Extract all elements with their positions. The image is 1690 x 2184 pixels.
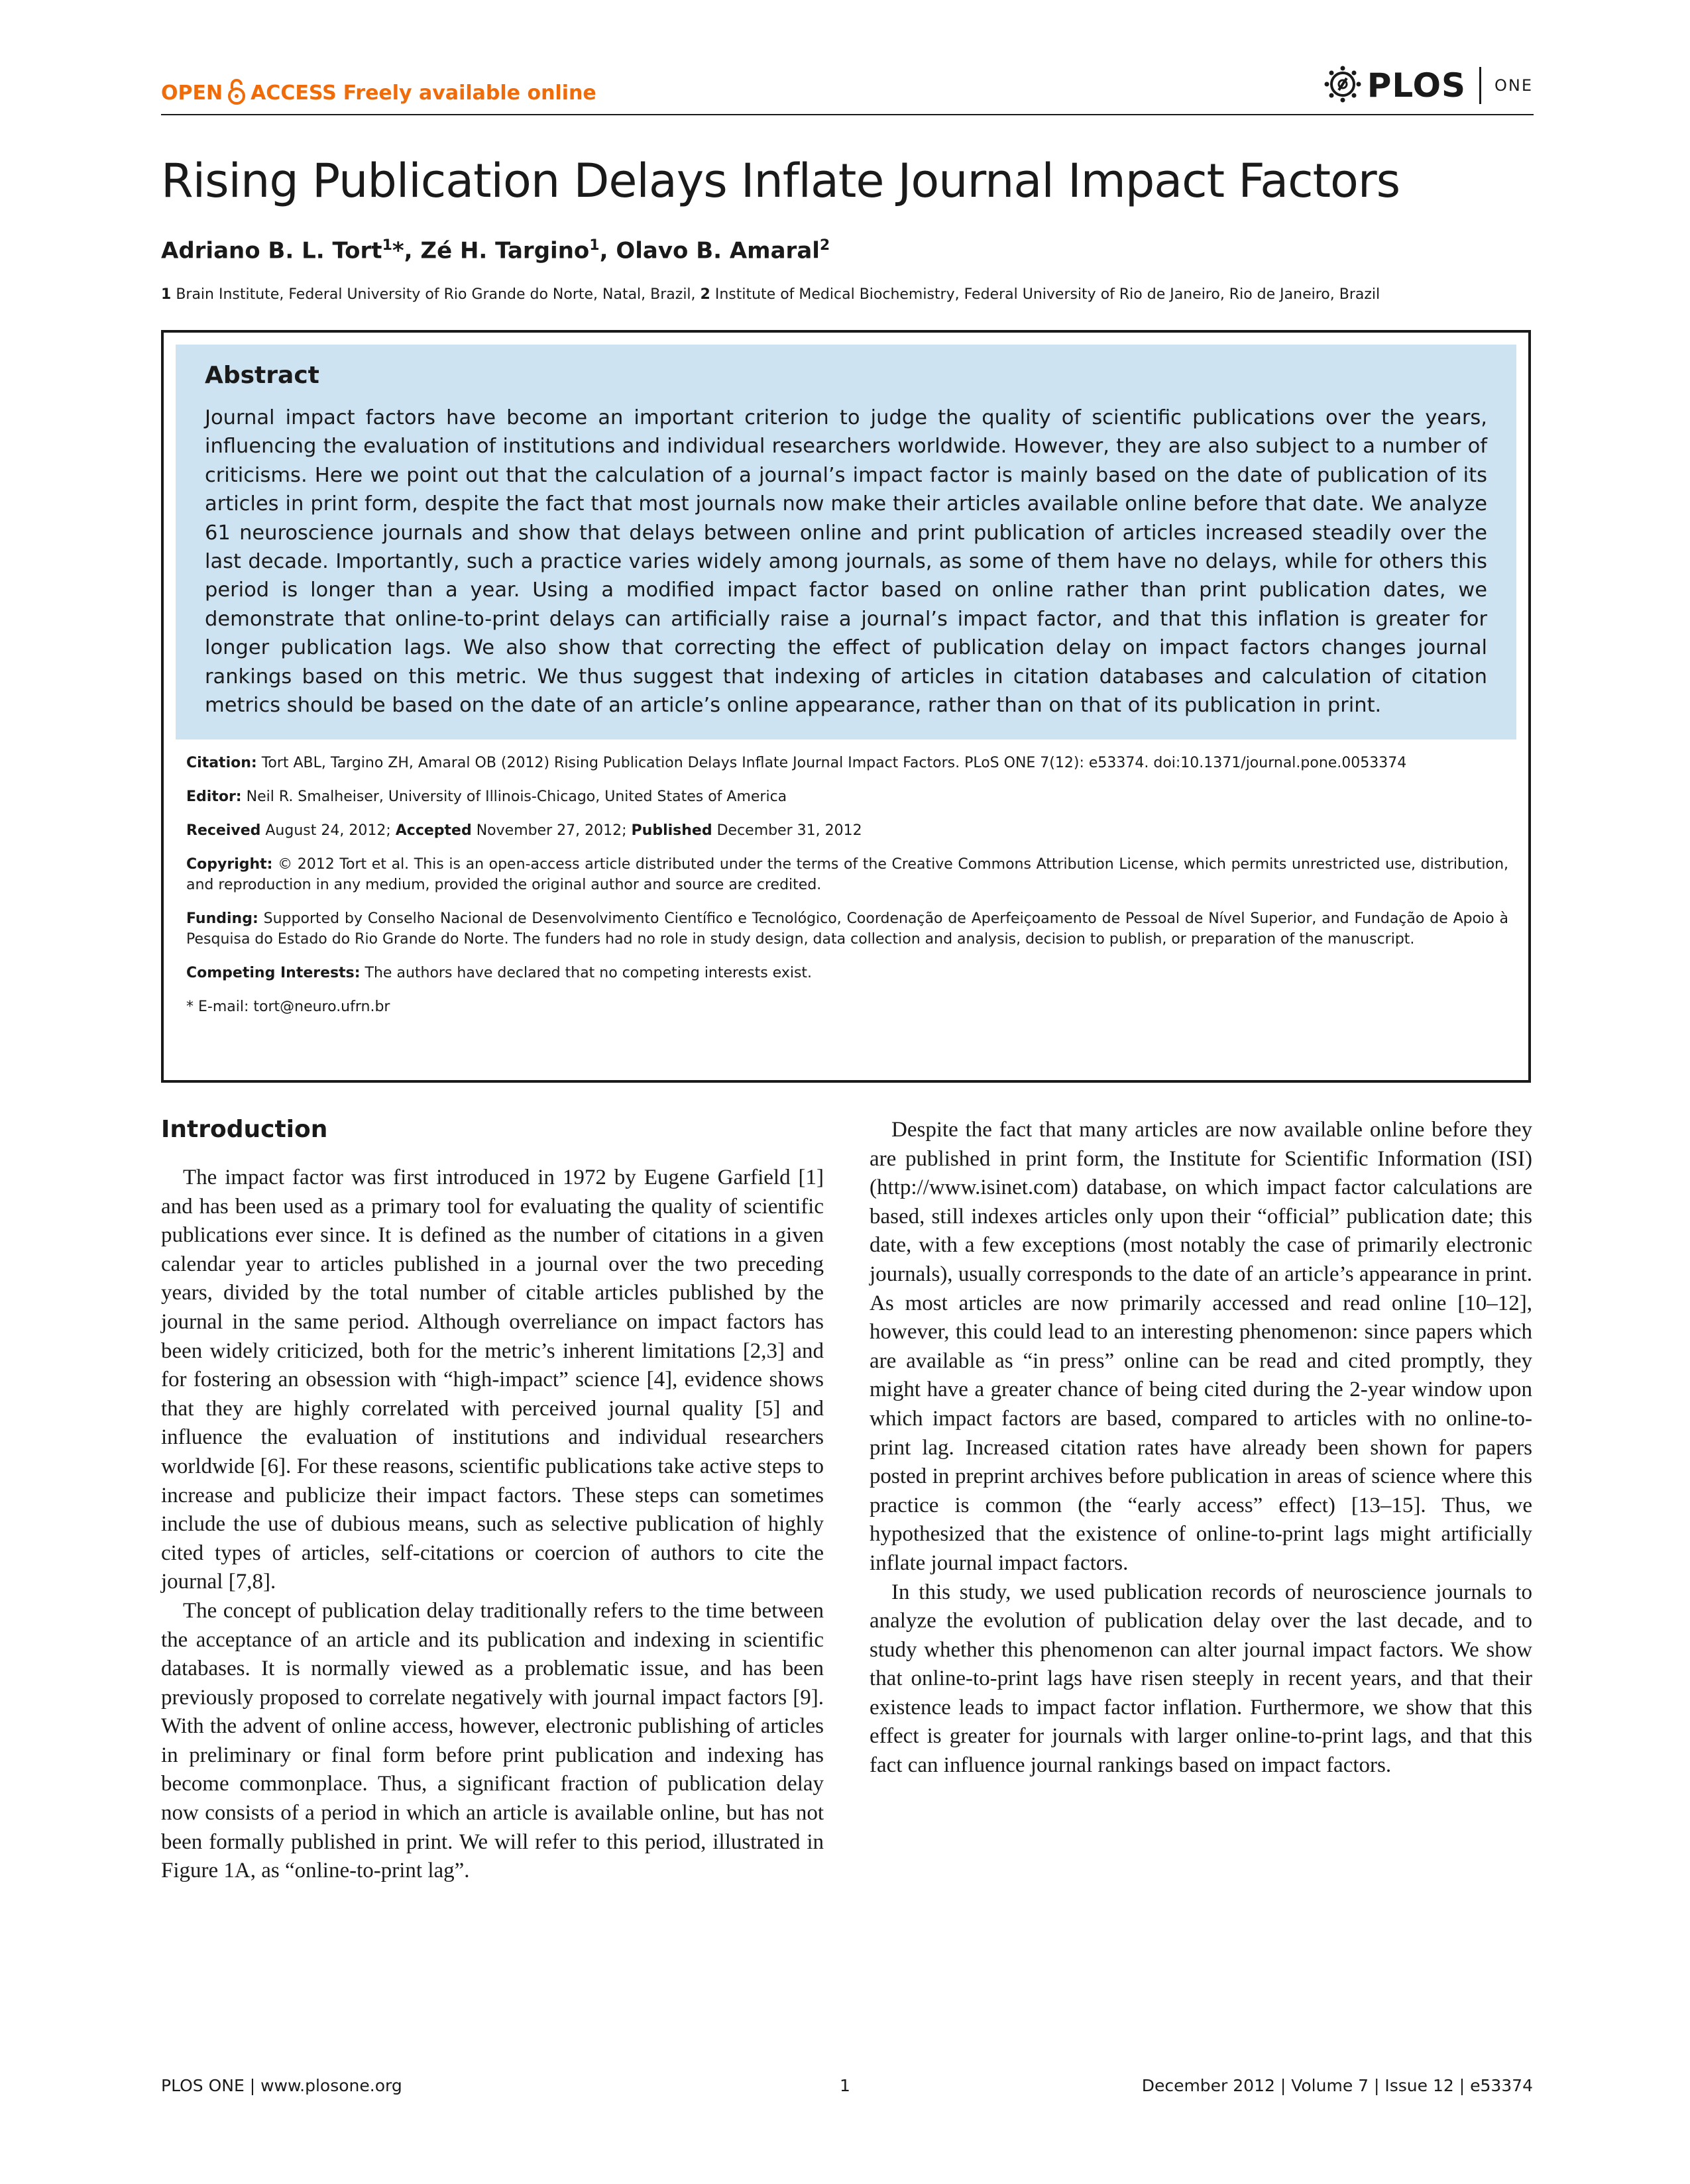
right-column	[870, 1116, 1532, 1780]
intro-paragraph-2: The concept of publication delay traditionally refers to the time between the acceptance of an article and its publication and indexing in scientific databases. It is normally viewed as a problematic issue, and has been previously proposed to correlate negatively with journal impact factors [9]. With the advent of online access, however, electronic publishing of articles in preliminary or final form before print publication and indexing has become commonplace. Thus, a significant fraction of publication delay now consists of a period in which an article is available online, but has not been formally published in print. We will refer to this period, illustrated in Figure 1A, as “online-to-print lag”.	[161, 1598, 824, 1883]
editor-text: Neil R. Smalheiser, University of Illinois-Chicago, United States of America	[246, 789, 787, 805]
accepted-date: November 27, 2012;	[476, 822, 627, 839]
open-label: OPEN	[161, 82, 223, 105]
intro-paragraph-4: In this study, we used publication records of neuroscience journals to analyze the evolution of publication delay over the last decade, and to study whether this phenomenon can alter journal impact factors. We show that online-to-print lags have risen steeply in recent years, and that their existence leads to impact factor inflation. Furthermore, we show that this effect is greater for journals with larger online-to-print lags, and that this fact can influence journal rankings based on impact factors.	[870, 1580, 1532, 1778]
competing-label: Competing Interests:	[186, 965, 361, 981]
author-separator: ,	[404, 237, 421, 264]
footer-page-number: 1	[840, 2076, 850, 2095]
article-metadata	[186, 753, 1508, 1030]
intro-paragraph-1: The impact factor was first introduced in 1972 by Eugene Garfield [1] and has been used as a primary tool for evaluating the quality of scientific publications ever since. It is defined as the number of citations in a given calendar year to articles published in a journal over the two preceding years, divided by the total number of citable articles published by the journal in the same period. Although overreliance on impact factors has been widely criticized, both for the metric’s inherent limitations [2,3] and for fostering an obsession with “high-impact” science [4], evidence shows that they are highly correlated with perceived journal quality [5] and influence the evaluation of institutions and individual researchers worldwide [6]. For these reasons, scientific publications take active steps to increase and publicize their impact factors. These steps can sometimes include the use of dubious means, such as selective publication of highly cited types of articles, self-citations or coercion of authors to cite the journal [7,8].	[161, 1166, 824, 1594]
open-access-banner	[161, 78, 596, 105]
affiliation-text: Institute of Medical Biochemistry, Federal University of Rio de Janeiro, Rio de Janeiro, Brazil	[714, 286, 1380, 303]
author-separator: ,	[599, 237, 616, 264]
editor-label: Editor:	[186, 789, 242, 805]
received-date: August 24, 2012;	[265, 822, 391, 839]
affiliation-number: 1	[161, 286, 172, 303]
footer-journal: PLOS ONE | www.plosone.org	[161, 2076, 402, 2095]
author-affiliation-number: 1	[589, 237, 600, 254]
author-name: Adriano B. L. Tort	[161, 237, 382, 264]
competing-interests-line	[186, 963, 1508, 983]
dates-line	[186, 820, 1508, 841]
logo-divider	[1479, 67, 1481, 104]
left-column	[161, 1113, 824, 1886]
plos-one-logo	[1324, 64, 1533, 107]
published-date: December 31, 2012	[716, 822, 862, 839]
abstract-heading: Abstract	[205, 362, 319, 389]
author-name: Zé H. Targino	[420, 237, 590, 264]
affiliations	[161, 286, 1380, 303]
copyright-label: Copyright:	[186, 856, 273, 873]
abstract-panel	[176, 345, 1516, 739]
footer-issue-info: December 2012 | Volume 7 | Issue 12 | e53374	[1141, 2076, 1533, 2095]
abstract-text: Journal impact factors have become an important criterion to judge the quality of scientific publications over the years, influencing the evaluation of institutions and individual researchers worldwide. However, they are also subject to a number of criticisms. Here we point out that the calculation of a journal’s impact factor is mainly based on the date of publication of its articles in print form, despite the fact that most journals now make their articles available online before that date. We analyze 61 neuroscience journals and show that delays between online and print publication of articles increased steadily over the last decade. Importantly, such a practice varies widely among journals, as some of them have no delays, while for others this period is longer than a year. Using a modified impact factor based on online rather than print publication dates, we demonstrate that online-to-print delays can artificially raise a journal’s impact factor, and that this inflation is greater for longer publication lags. We also show that correcting the effect of publication delay on impact factors changes journal rankings based on this metric. We thus suggest that indexing of articles in citation databases and calculation of citation metrics should be based on the date of an article’s online appearance, rather than on that of its publication in print.	[205, 406, 1487, 718]
citation-line	[186, 753, 1508, 773]
funding-line	[186, 908, 1508, 950]
citation-text: Tort ABL, Targino ZH, Amaral OB (2012) Rising Publication Delays Inflate Journal Impact Factors. PLoS ONE 7(12): e53374. doi:10.1371/journal.pone.0053374	[261, 755, 1407, 771]
plos-wordmark: PLOS	[1367, 66, 1466, 105]
intro-paragraph-3: Despite the fact that many articles are now available online before they are published in print form, the Institute for Scientific Information (ISI) (http://www.isinet.com) database, on which impact factor calculations are based, still indexes articles only upon their “official” publication date; this date, with a few exceptions (most notably the case of primarily electronic journals), usually corresponds to the date of an article’s appearance in print. As most articles are now primarily accessed and read online [10–12], however, this could lead to an interesting phenomenon: since papers which are available as “in press” online can be read and cited promptly, they might have a greater chance of being cited during the 2-year window upon which impact factors are based, compared to articles with no online-to-print lag. Increased citation rates have already been shown for papers posted in preprint archives before publication in areas of science where this practice is common (the “early access” effect) [13–15]. Thus, we hypothesized that the existence of online-to-print lags might artificially inflate journal impact factors.	[870, 1118, 1532, 1575]
author-affiliation-number: 2	[819, 237, 830, 254]
published-label: Published	[631, 822, 712, 839]
affiliation-number: 2	[700, 286, 710, 303]
accepted-label: Accepted	[395, 822, 472, 839]
abstract-frame	[161, 330, 1531, 1083]
author-affiliation-number: 1	[382, 237, 392, 254]
author-name: Olavo B. Amaral	[616, 237, 820, 264]
corresponding-author-mark: *	[392, 237, 404, 264]
copyright-line	[186, 854, 1508, 895]
article-title: Rising Publication Delays Inflate Journal Impact Factors	[161, 154, 1400, 208]
open-lock-icon	[227, 78, 247, 105]
header-rule	[161, 114, 1534, 115]
introduction-heading: Introduction	[161, 1116, 328, 1143]
competing-text: The authors have declared that no competing interests exist.	[365, 965, 813, 981]
plos-gear-icon	[1324, 65, 1362, 107]
access-label: ACCESS	[251, 82, 337, 105]
affiliation-text: Brain Institute, Federal University of Rio Grande do Norte, Natal, Brazil,	[176, 286, 696, 303]
one-wordmark: ONE	[1494, 76, 1533, 95]
editor-line	[186, 787, 1508, 807]
email-line: * E-mail: tort@neuro.ufrn.br	[186, 999, 390, 1015]
funding-text: Supported by Conselho Nacional de Desenvolvimento Científico e Tecnológico, Coordenação de Aperfeiçoamento de Pessoal de Nível Superior, and Fundação de Apoio à Pesquisa do Estado do Rio Grande do Norte. The funders had no role in study design, data collection and analysis, decision to publish, or preparation of the manuscript.	[186, 910, 1508, 948]
author-list	[161, 237, 830, 264]
funding-label: Funding:	[186, 910, 258, 927]
citation-label: Citation:	[186, 755, 257, 771]
received-label: Received	[186, 822, 261, 839]
freely-available-label: Freely available online	[343, 82, 596, 105]
copyright-text: © 2012 Tort et al. This is an open-access article distributed under the terms of the Creative Commons Attribution License, which permits unrestricted use, distribution, and reproduction in any medium, provided the original author and source are credited.	[186, 856, 1509, 893]
